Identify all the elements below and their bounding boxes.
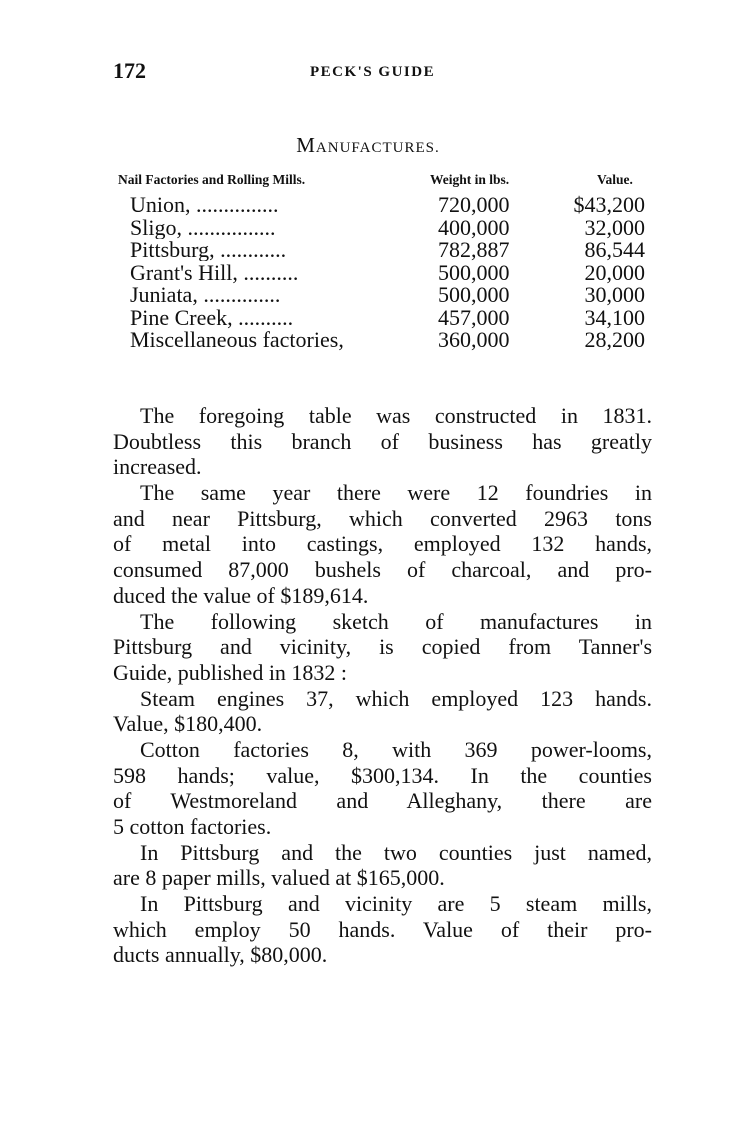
paragraph xyxy=(113,609,652,686)
row-weight: 400,000 xyxy=(438,214,510,240)
row-value: 20,000 xyxy=(584,259,645,285)
table-row xyxy=(130,214,645,240)
column-header-weight: Weight in lbs. xyxy=(430,172,510,187)
title-initial: M xyxy=(296,133,316,157)
row-name: Sligo, ................ xyxy=(130,216,276,239)
row-weight: 457,000 xyxy=(438,304,510,330)
row-name: Grant's Hill, .......... xyxy=(130,261,299,284)
text-line: The same year there were 12 foundries in xyxy=(140,480,652,506)
text-line: The foregoing table was constructed in 1831. xyxy=(140,403,652,428)
text-line: Steam engines 37, which employed 123 hands. xyxy=(140,685,652,711)
row-value: 30,000 xyxy=(584,282,645,307)
paragraph xyxy=(113,737,652,840)
row-value: 32,000 xyxy=(584,214,645,240)
row-value: $43,200 xyxy=(573,192,645,217)
column-header-value: Value. xyxy=(597,172,633,187)
text-line: consumed 87,000 bushels of charcoal, and pro- xyxy=(113,557,652,583)
row-value: 34,100 xyxy=(584,304,645,330)
row-name: Union, ............... xyxy=(130,194,279,216)
text-line: Value, $180,400. xyxy=(113,711,263,737)
page-number: 172 xyxy=(113,58,146,83)
row-name: Pittsburg, ............ xyxy=(130,239,287,261)
section-title xyxy=(0,133,736,158)
text-line: The following sketch of manufactures in xyxy=(140,608,652,634)
table-row xyxy=(130,194,645,216)
table-row xyxy=(130,304,645,330)
table-row xyxy=(130,329,645,351)
table-row xyxy=(130,259,645,285)
text-line: 598 hands; value, $300,134. In the counties xyxy=(113,762,652,788)
row-weight: 720,000 xyxy=(438,192,510,217)
text-line: ducts annually, $80,000. xyxy=(113,942,328,968)
paragraph xyxy=(113,480,652,608)
text-line: In Pittsburg and the two counties just named, xyxy=(140,839,652,865)
text-line: Doubtless this branch of business has greatly xyxy=(113,428,652,454)
row-weight: 500,000 xyxy=(438,282,510,307)
text-line: of Westmoreland and Alleghany, there are xyxy=(113,788,652,814)
text-line: which employ 50 hands. Value of their pro- xyxy=(113,916,652,942)
paragraph xyxy=(113,403,652,480)
text-line: increased. xyxy=(113,454,202,480)
text-line: Cotton factories 8, with 369 power-looms, xyxy=(140,736,652,762)
text-line: and near Pittsburg, which converted 2963 tons xyxy=(113,505,652,531)
row-weight: 500,000 xyxy=(438,259,510,285)
row-weight: 782,887 xyxy=(438,237,510,262)
text-line: In Pittsburg and vicinity are 5 steam mills, xyxy=(140,891,652,917)
table-row xyxy=(130,284,645,306)
row-weight: 360,000 xyxy=(438,327,510,352)
row-name: Pine Creek, .......... xyxy=(130,306,294,329)
row-name: Miscellaneous factories, xyxy=(130,329,344,351)
row-name: Juniata, .............. xyxy=(130,284,281,306)
table-row xyxy=(130,239,645,261)
column-header-name: Nail Factories and Rolling Mills. xyxy=(118,172,306,187)
row-value: 86,544 xyxy=(584,237,645,262)
text-line: 5 cotton factories. xyxy=(113,814,272,839)
paragraph xyxy=(113,686,652,737)
paragraph xyxy=(113,891,652,968)
row-value: 28,200 xyxy=(584,327,645,352)
body-text xyxy=(113,403,652,968)
text-line: Guide, published in 1832 : xyxy=(113,659,348,685)
running-title: PECK'S GUIDE xyxy=(310,64,436,80)
paragraph xyxy=(113,840,652,891)
title-rest: ANUFACTURES. xyxy=(315,140,440,156)
text-line: of metal into castings, employed 132 hands, xyxy=(113,531,652,557)
text-line: are 8 paper mills, valued at $165,000. xyxy=(113,865,445,891)
text-line: Pittsburg and vicinity, is copied from Tanner's xyxy=(113,634,652,660)
text-line: duced the value of $189,614. xyxy=(113,582,369,608)
